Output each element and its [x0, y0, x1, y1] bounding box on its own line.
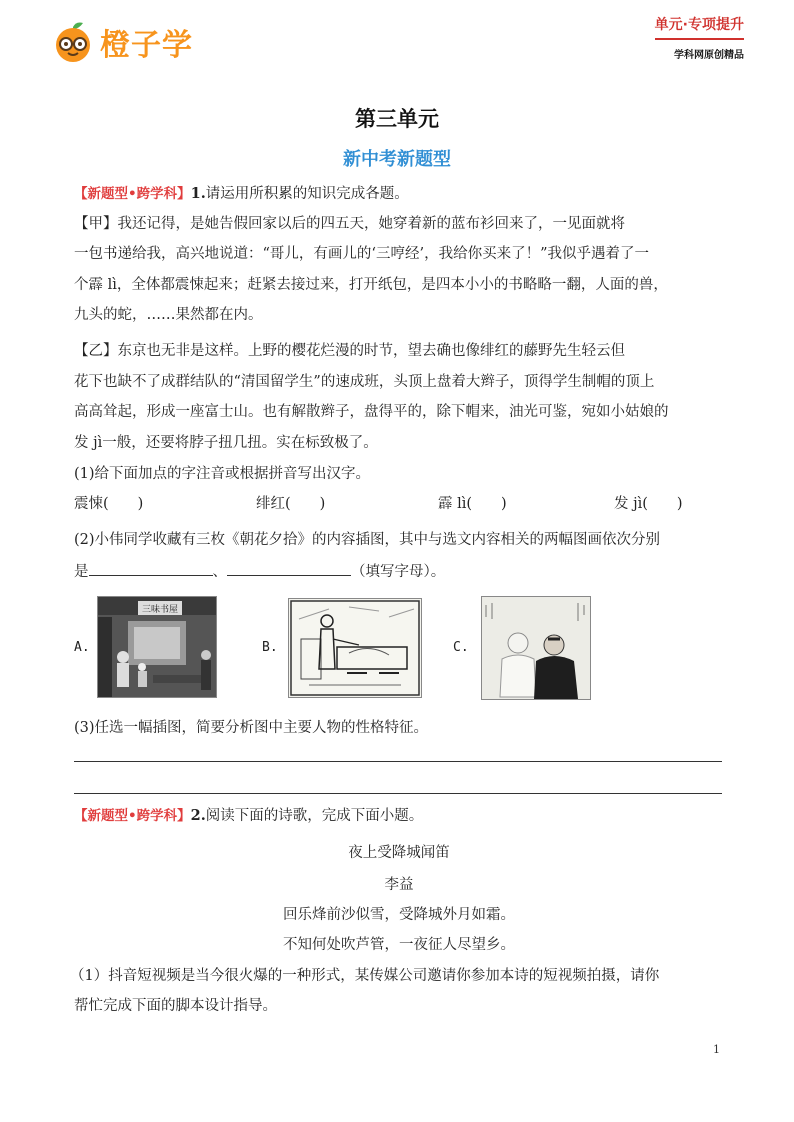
option-label-a: A. [74, 640, 90, 655]
q1-yi-line: 高高耸起，形成一座富士山。也有解散辫子，盘得平的，除下帽来，油光可鉴，宛如小姑娘的 [74, 404, 669, 420]
q1-prompt: 请运用所积累的知识完成各题。 [205, 186, 409, 202]
svg-text:三味书屋: 三味书屋 [141, 605, 179, 615]
logo [52, 20, 193, 64]
badge-title: 单元·专项提升 [655, 14, 744, 40]
poem-title: 夜上受降城闻笛 [348, 845, 450, 861]
option-label-b: B. [262, 640, 278, 655]
q2-prompt: 阅读下面的诗歌，完成下面小题。 [205, 808, 424, 824]
pinyin-item: 霹 lì( ) [438, 496, 507, 512]
pinyin-item: 绯红( ) [256, 496, 326, 512]
q1-tag: 【新题型•跨学科】 [74, 186, 191, 202]
q1-jia-line: 个霹 lì，全体都震悚起来；赶紧去接过来，打开纸包，是四本小小的书略略一翻，人面的兽， [74, 277, 668, 293]
q1-jia-line: 【甲】我还记得，是她告假回家以后的四五天，她穿着新的蓝布衫回来了，一见面就将 [74, 216, 625, 232]
pinyin-item: 发 jì( ) [614, 496, 683, 512]
option-label-c: C. [453, 640, 469, 655]
poem-author: 李益 [384, 877, 414, 893]
sub2-prefix: 是 [74, 564, 89, 580]
pinyin-item: 震悚( ) [74, 496, 144, 512]
orange-logo-icon [52, 21, 94, 63]
answer-blank[interactable] [227, 561, 351, 576]
illustration-a [97, 596, 217, 698]
badge-subtitle: 学科网原创精品 [674, 50, 744, 61]
q1-sub2-line2 [74, 561, 724, 582]
q1-yi-line: 【乙】东京也无非是这样。上野的樱花烂漫的时节，望去确也像绯红的藤野先生轻云但 [74, 343, 625, 359]
q2-number: 2. [190, 807, 206, 824]
answer-line[interactable] [74, 761, 722, 762]
q1-sub2-line1: (2)小伟同学收藏有三枚《朝花夕拾》的内容插图，其中与选文内容相关的两幅图画依次分别 [74, 532, 661, 548]
q1-yi-line: 发 jì一般，还要将脖子扭几扭。实在标致极了。 [74, 435, 378, 451]
q1-jia-line: 一包书递给我，高兴地说道：“哥儿，有画儿的‘三哼经’，我给你买来了！”我似乎遇着了一 [74, 246, 650, 262]
answer-line[interactable] [74, 793, 722, 794]
header-badge [655, 14, 744, 61]
logo-text: 橙子学 [100, 28, 193, 63]
poem-line: 回乐烽前沙似雪，受降城外月如霜。 [283, 907, 515, 923]
sub2-separator: 、 [212, 564, 227, 580]
q2-sub1-line1: （1）抖音短视频是当今很火爆的一种形式，某传媒公司邀请你参加本诗的短视频拍摄，请你 [70, 968, 660, 984]
sub2-suffix: （填写字母）。 [351, 564, 446, 580]
poem-line: 不知何处吹芦管，一夜征人尽望乡。 [283, 937, 515, 953]
q2-sub1-line2: 帮忙完成下面的脚本设计指导。 [74, 998, 277, 1014]
q1-jia-line: 九头的蛇，……果然都在内。 [74, 307, 263, 323]
illustration-c [481, 596, 591, 700]
q1-sub1: (1)给下面加点的字注音或根据拼音写出汉字。 [74, 466, 371, 482]
illustration-b [288, 598, 422, 698]
answer-blank[interactable] [89, 561, 213, 576]
page-title: 第三单元 [355, 106, 439, 131]
q1-yi-line: 花下也缺不了成群结队的“清国留学生”的速成班，头顶上盘着大辫子，顶得学生制帽的顶上 [74, 374, 655, 390]
q2-heading [74, 806, 724, 826]
page-subtitle: 新中考新题型 [343, 149, 451, 170]
q1-number: 1. [190, 185, 206, 202]
page-number: 1 [713, 1043, 720, 1056]
q1-heading [74, 184, 724, 204]
q2-tag: 【新题型•跨学科】 [74, 808, 191, 824]
q1-sub3: (3)任选一幅插图，简要分析图中主要人物的性格特征。 [74, 720, 429, 736]
